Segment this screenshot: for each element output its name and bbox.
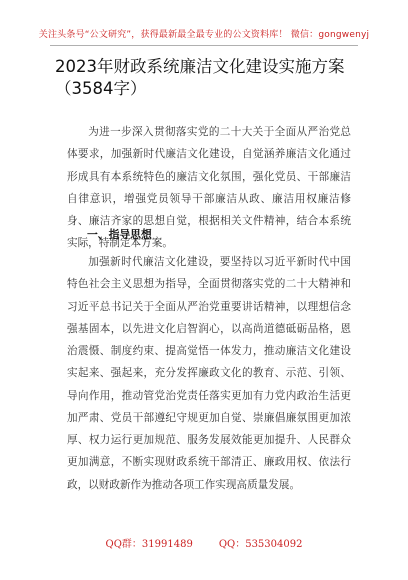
footer-qq-number: QQ：535304092	[218, 539, 303, 550]
footer-contact	[0, 535, 408, 550]
section-body-paragraph: 加强新时代廉洁文化建设，要坚持以习近平新时代中国特色社会主义思想为指导，全面贯彻落实党的二十大精神和习近平总书记关于全面从严治党重要讲话精神，以理想信念强基固本，以先进文化启智润心，以高尚道德砥砺品格，恩治震慑、制度约束、提高觉悟一体发力，推动廉洁文化建设实起来、强起来，充分发挥廉政文化的教育、示范、引领、导向作用，推动管党治党责任落实更加有力党内政治生活更加严肃、党员干部遵纪守规更加自觉、崇廉倡廉氛围更加浓厚、权力运行更加规范、服务发展效能更加提升、人民群众更加满意，不断实现财政系统干部清正、廉政用权、依法行政，以财政新作为推动各项工作实现高质量发展。	[67, 256, 351, 491]
intro-paragraph: 为进一步深入贯彻落实党的二十大关于全面从严治党总体要求，加强新时代廉洁文化建设，自觉涵养廉洁文化通过形成具有本系统特色的廉洁文化氛围，强化党员、干部廉洁自律意识，增强党员领导干部廉洁从政、廉洁用权廉洁修身、廉洁齐家的思想自觉，根据相关文件精神，结合本系统实际，特制定本方案。	[67, 126, 351, 250]
section-heading: 一、指导思想	[87, 228, 152, 241]
header-banner: 关注头条号“公文研究”，获得最新最全最专业的公文资料库！ 微信：gongwenyj	[38, 30, 370, 40]
footer-qq-group: QQ群：31991489	[105, 539, 193, 550]
header-divider	[50, 45, 358, 46]
document-title: 2023年财政系统廉洁文化建设实施方案（3584字）	[55, 57, 345, 98]
